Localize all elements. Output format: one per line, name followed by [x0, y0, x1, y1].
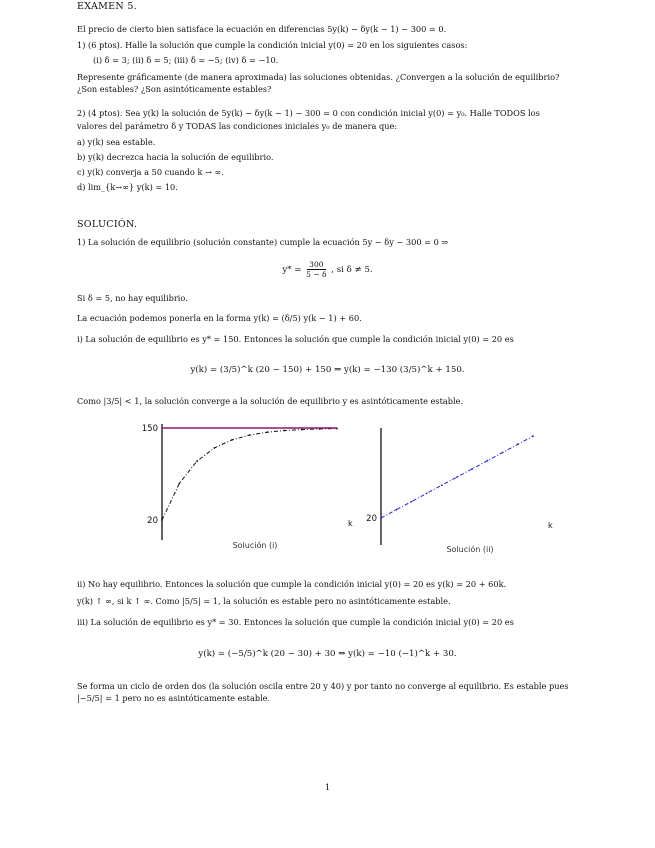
- eq1-lhs: y* =: [282, 265, 302, 275]
- part1-cases: (i) δ = 3; (ii) δ = 5; (iii) δ = −5; (iv) δ = −10.: [93, 55, 279, 65]
- equation-case-i: y(k) = (3/5)^k (20 − 150) + 150 ⇒ y(k) = −130 (3/5)^k + 150.: [190, 365, 465, 375]
- chart-title-1: Solución (i): [232, 541, 278, 550]
- solution-line-6: ii) No hay equilibrio. Entonces la solución que cumple la condición inicial y(0) = 20 es y(k) = 20 + 60k.: [77, 579, 507, 589]
- item-a: a) y(k) sea estable.: [77, 137, 156, 147]
- chart-title-2: Solución (ii): [446, 545, 494, 554]
- item-b: b) y(k) decrezca hacia la solución de equilibrio.: [77, 152, 274, 162]
- y-tick-label-1-150: 150: [141, 424, 158, 434]
- data-point-2-6: [471, 468, 473, 470]
- item-c: c) y(k) converja a 50 cuando k → ∞.: [77, 167, 224, 177]
- data-point-1-8: [301, 429, 303, 431]
- part2-line-2: valores del parámetro δ y TODAS las condiciones iniciales y₀ de manera que:: [77, 121, 398, 131]
- solution-line-8: iii) La solución de equilibrio es y* = 30. Entonces la solución que cumple la condición inicial y(0) = 20 es: [77, 617, 514, 627]
- data-point-1-2: [196, 460, 198, 462]
- exam-header: EXAMEN 5.: [77, 1, 137, 12]
- data-point-2-8: [502, 452, 504, 454]
- page-number: 1: [324, 783, 331, 793]
- solution-line-2: Si δ = 5, no hay equilibrio.: [77, 293, 188, 303]
- equation-case-iii: y(k) = (−5/5)^k (20 − 30) + 30 ⇒ y(k) = −10 (−1)^k + 30.: [198, 649, 457, 659]
- eq1-numerator: 300: [309, 260, 324, 269]
- solution-charts: [0, 410, 655, 560]
- solution-line-9: Se forma un ciclo de orden dos (la solución oscila entre 20 y 40) y por tanto no converge al equilibrio. Es estable pues: [77, 681, 569, 691]
- data-point-1-0: [161, 519, 163, 521]
- data-point-1-7: [284, 430, 286, 432]
- part1-text-1: Represente gráficamente (de manera aproximada) las soluciones obtenidas. ¿Convergen a la solución de equilibrio?: [77, 72, 560, 82]
- part1-text-2: ¿Son estables? ¿Son asintóticamente estables?: [77, 84, 272, 94]
- part2-line-1: 2) (4 ptos). Sea y(k) la solución de 5y(k) − δy(k − 1) − 300 = 0 con condición inicial y(0) = y₀. Halle TODOS los: [77, 108, 540, 118]
- solution-line-4: i) La solución de equilibrio es y* = 150. Entonces la solución que cumple la condición inicial y(0) = 20 es: [77, 334, 514, 344]
- y-tick-label-1-20: 20: [147, 516, 158, 526]
- data-point-1-5: [249, 434, 251, 436]
- data-point-2-2: [411, 501, 413, 503]
- item-d: d) lim_{k→∞} y(k) = 10.: [77, 182, 178, 192]
- solution-line-7: y(k) ↑ ∞, si k ↑ ∞. Como |5/5| = 1, la solución es estable pero no asintóticamente estable.: [77, 596, 451, 606]
- data-point-2-7: [487, 460, 489, 462]
- solution-heading: SOLUCIÓN.: [77, 219, 138, 230]
- part1-heading: 1) (6 ptos). Halle la solución que cumple la condición inicial y(0) = 20 en los siguientes casos:: [77, 40, 468, 50]
- x-axis-label-2: k: [548, 521, 553, 530]
- data-point-2-1: [395, 509, 397, 511]
- solution-line-1: 1) La solución de equilibrio (solución constante) cumple la ecuación 5y − δy − 300 = 0 ⇒: [77, 237, 449, 247]
- data-point-2-5: [456, 476, 458, 478]
- x-axis-label-1: k: [348, 519, 353, 528]
- series-line-1-1: [162, 429, 337, 520]
- solution-line-3: La ecuación podemos ponerla en la forma y(k) = (δ/5) y(k − 1) + 60.: [77, 313, 362, 323]
- solution-line-10: |−5/5| = 1 pero no es asintóticamente estable.: [77, 693, 271, 703]
- data-point-1-1: [179, 482, 181, 484]
- data-point-2-9: [517, 443, 519, 445]
- eq1-fraction: [306, 260, 326, 279]
- equilibrium-equation: [0, 260, 655, 280]
- data-point-2-3: [426, 493, 428, 495]
- data-point-2-10: [532, 435, 534, 437]
- y-tick-label-2-20: 20: [366, 514, 377, 524]
- data-point-2-4: [441, 484, 443, 486]
- eq1-condition: , si δ ≠ 5.: [331, 265, 373, 275]
- solution-line-5: Como |3/5| < 1, la solución converge a la solución de equilibrio y es asintóticamente estable.: [77, 396, 464, 406]
- data-point-1-6: [266, 431, 268, 433]
- data-point-1-3: [214, 447, 216, 449]
- eq1-denominator: 5 − δ: [306, 270, 327, 279]
- data-point-2-0: [380, 517, 382, 519]
- statement-intro: El precio de cierto bien satisface la ecuación en diferencias 5y(k) − δy(k − 1) − 300 = 0.: [77, 24, 447, 34]
- data-point-1-4: [231, 439, 233, 441]
